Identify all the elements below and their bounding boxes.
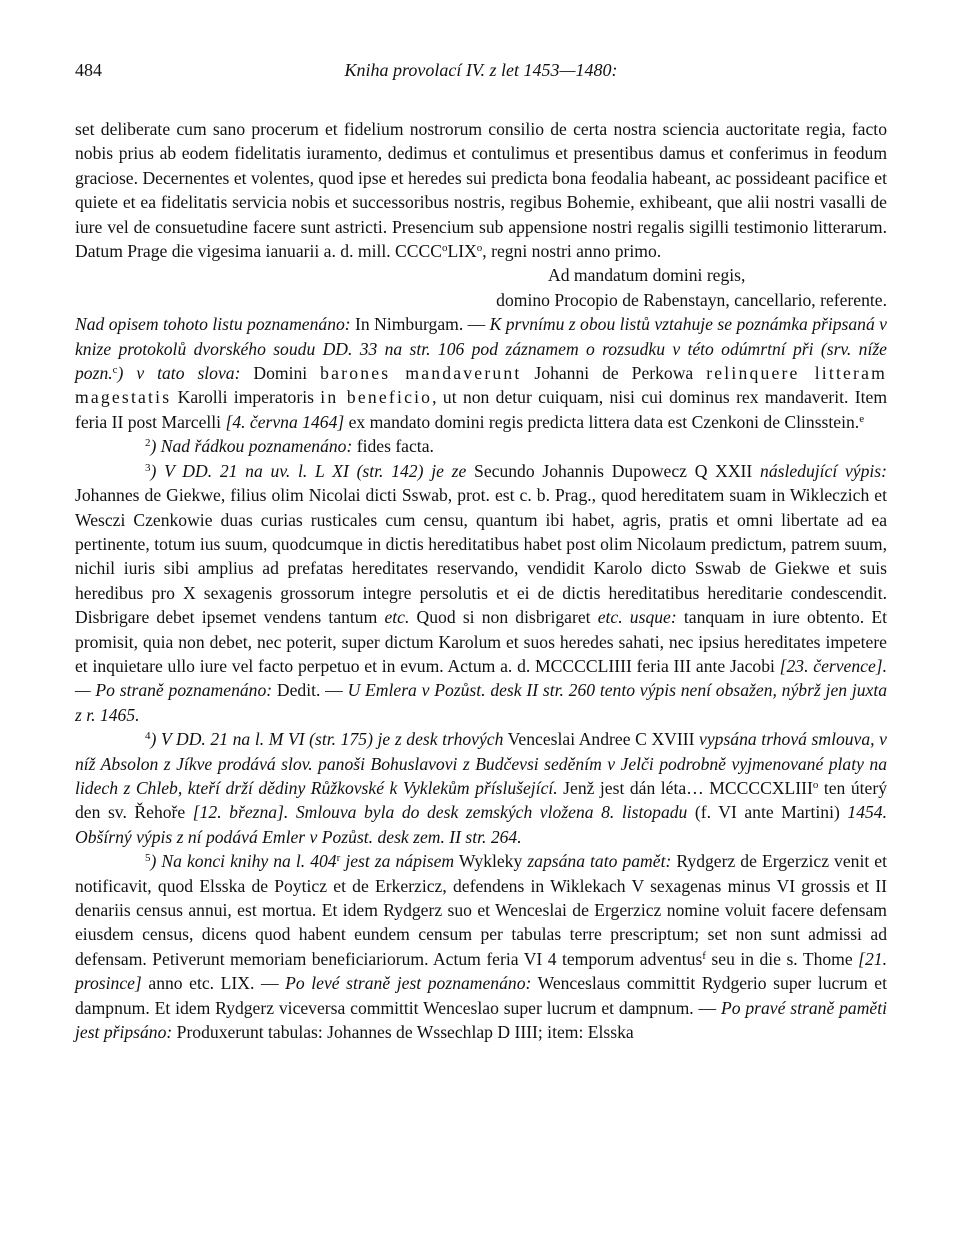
footnote-number: 5 [145,852,151,865]
italic-run: [21. prosince] [75,948,887,994]
text-run: LIX [447,241,477,262]
text-run: Domini [240,363,321,384]
text-run: Wykleky [454,851,528,872]
text-run: seu in die s. Thome [705,948,859,969]
text-run: Wenceslaus committit Rydgerio super lucrum et dampnum. Et idem Rydgerz viceversa committit Wenceslao super lucrum et dampnum. — [75,973,887,1018]
superscript: o [441,242,448,255]
signature-line-1: Ad mandatum domini regis, [548,265,746,286]
text-run: , ut non detur cuiquam, nisi cui dominus rex mandaverit. Item feria II post Marcelli [75,387,887,432]
superscript: c [112,364,118,377]
running-title: Kniha provolací IV. z let 1453—1480: [344,60,618,80]
italic-run: ) V DD. 21 na uv. l. L XI (str. 142) je ze [150,460,467,481]
footnote-number: 4 [145,730,151,743]
italic-run: zapsána tato pamět: [527,851,672,872]
text-run: Dedit. — [272,680,348,701]
text-run: Quod si non disbrigaret [409,607,598,628]
italic-run: etc. [384,607,410,628]
text-run: anno etc. LIX. — [141,973,286,994]
footnote-5 [75,849,887,1044]
italic-run: Po levé straně jest poznamenáno: [285,973,532,994]
spaced-run: in beneficio [320,387,433,408]
page-header [75,58,887,88]
signature-line-2: domino Procopio de Rabenstayn, cancellario, referente. [496,289,887,310]
text-run: Johannes de Giekwe, filius olim Nicolai dicti Sswab, prot. est c. b. Prag., quod hereditatem suam in Wikleczich et Wesczi Czenkowie duas curias rusticales cum censu, quantum ibi habet, agris, pratis et omni libertate ad ea pertinente, totum ius suum, quodcumque in dictis hereditatibus habet post olim Nicolaum predictum, patrem suum, nichil iuris sibi amplius ad prefatas hereditates reservando, vendidit Karolo dicto Sswab de Giekwe et suis heredibus pro X sexagenis grossorum integre persolutis et ei de dictis hereditatibus hereditarie condescendit. Disbrigare debet ipsemet vendens tantum [75,485,887,628]
charter-text-paragraph [75,117,887,263]
italic-run: ) Na konci knihy na l. 404 [150,851,337,872]
text-run: Produxerunt tabulas: Johannes de Wssechlap D IIII; item: Elsska [172,1022,634,1043]
footnote-4 [75,727,887,849]
page-body [75,117,887,1044]
italic-run: Po pravé straně paměti jest připsáno: [75,997,887,1043]
text-run: Karolli imperatoris [171,387,321,408]
text-run: ex mandato domini regis predicta littera data est Czenkoni de Clinsstein. [344,411,860,432]
italic-run: [23. července]. — Po straně poznamenáno: [75,655,887,701]
text-run: , regni nostri anno primo. [482,241,662,262]
italic-run: [12. března]. Smlouva byla do desk zemských vložena 8. listopadu [192,802,688,823]
text-run: tanquam in iure obtento. Et promisit, quia non debet, nec poterit, super dictum Karolum et suos heredes sahati, nec ipsius hereditates impetere et inquietare ullo iure vel facto perpetuo et in evum. Actum a. d. MCCCCLIIII feria III ante Jacobi [75,607,887,676]
italic-run: jest za nápisem [340,851,455,872]
italic-run: Nad opisem tohoto listu poznamenáno: [75,314,351,335]
superscript: o [476,242,483,255]
italic-run: 1454. Obšírný výpis z ní podává Emler v Pozůst. desk zem. II str. 264. [75,802,887,847]
spaced-run: relinquere litteram magestatis [75,363,888,408]
italic-run: [4. června 1464] [225,411,345,432]
italic-run: etc. usque: [597,607,677,628]
italic-run: U Emlera v Pozůst. desk II str. 260 tento výpis není obsažen, nýbrž jen juxta z r. 1465. [75,680,888,725]
text-run: fides facta. [352,436,434,457]
italic-run: ) V DD. 21 na l. M VI (str. 175) je z desk trhových [150,729,504,750]
text-run: Rydgerz de Ergerzicz venit et notificavit, quod Elsska de Poyticz et de Erkerzicz, defendens in Wiklekach V sexagenas minus VI grossis et II denariis census annui, est mortua. Et idem Rydgerz suo et Wenceslai de Ergerzicz nomine voluit facere defensam eiusdem census, dicens quod habent eundem censum per tabulas terre prescriptum; set non sunt admissi ad defensam. Petiverunt memoriam beneficiariorum. Actum feria VI 4 temporum adventus [75,851,887,969]
spaced-run: barones mandaverunt [320,363,522,384]
text-run: Secundo Johannis Dupowecz Q XXII [466,460,761,481]
italic-run: ) v tato slova: [117,363,241,384]
footnote-number: 2 [145,437,151,450]
text-run: Johanni de Perkowa [521,363,707,384]
text-run: (f. VI ante Martini) [687,802,848,823]
text-run: ten úterý den sv. Řehoře [75,777,887,823]
footnote-number: 3 [145,461,151,474]
text-run: In Nimburgam. — [350,314,490,335]
page-number: 484 [75,60,102,80]
text-run: set deliberate cum sano procerum et fidelium nostrorum consilio de certa nostra sciencia auctoritate regia, facto nobis prius ab eodem fidelitatis iuramento, dedimus et contulimus et presentibus damus et conferimus in feodum graciose. Decernentes et volentes, quod ipse et heredes sui predicta bona feodalia habeant, ac possideant pacifice et quiete et ea fidelitatis servicia nobis et successoribus nostris, regibus Bohemie, exhibeant, que alii nostri vasalli de iure vel de consuetudine facere sunt astricti. Presencium sub appensione nostri regalis sigilli testimonio litterarum. Datum Prage die vigesima ianuarii a. d. mill. CCCC [75,119,887,262]
italic-run: následující výpis: [760,460,887,481]
italic-run: K prvnímu z obou listů vztahuje se poznámka připsaná v knize protokolů dvorského soudu DD. 33 na str. 106 pod záznamem o rozsudku v této odúmrtní při (srv. níže pozn. [75,314,887,384]
italic-run: vypsána trhová smlouva, v níž Absolon z Jíkve prodává slov. panoši Bohuslavovi z Budčevsi seděním v Jelči podrobně vyjmenované platy na lidech z Chleb, kteří drží dědiny Růžkovské k Vyklekům příslušející. [75,729,887,798]
italic-run: ) Nad řádkou poznamenáno: [150,436,353,457]
footnote-3 [75,459,887,727]
text-run: Venceslai Andree C XVIII [503,729,700,750]
superscript: e [859,412,865,425]
footnote-2 [75,434,887,458]
note-1-paragraph [75,312,887,434]
superscript: f [702,949,706,962]
text-run: Jenž jest dán léta… MCCCCXLIII [557,777,813,798]
superscript: o [812,778,819,791]
superscript: r [336,852,341,865]
